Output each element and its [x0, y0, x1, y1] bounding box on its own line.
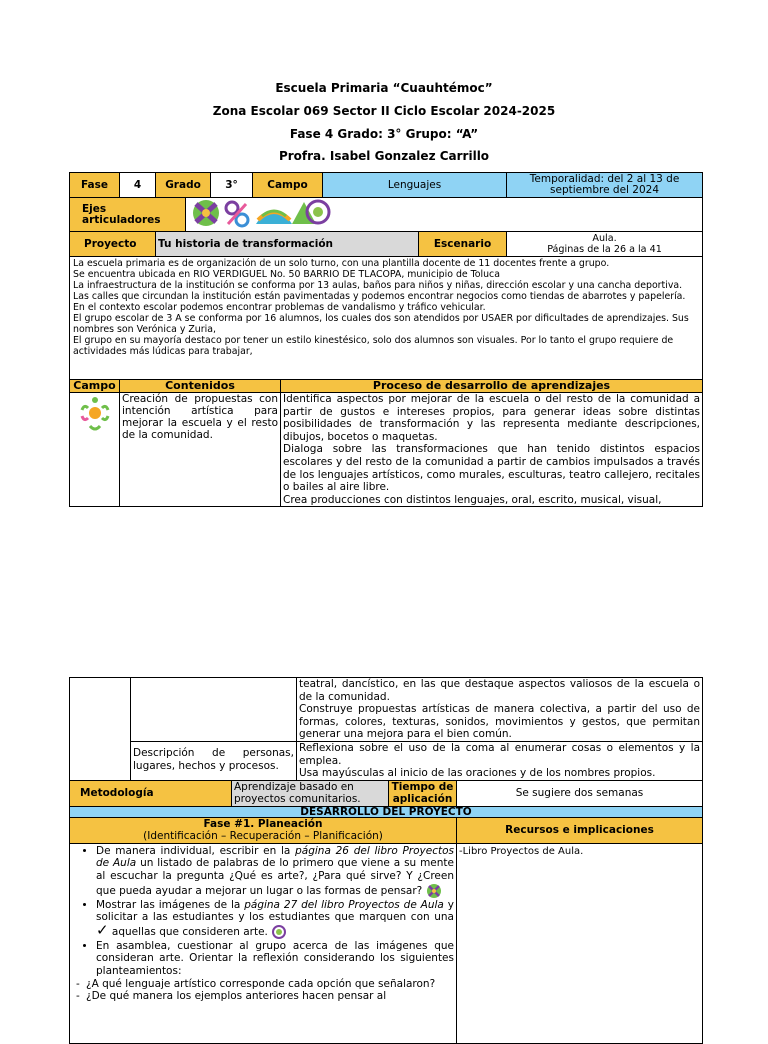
planning-table: [69, 172, 703, 507]
proceso-2: [297, 741, 703, 780]
contenido-1: Creación de propuestas con intención artística para mejorar la escuela y el resto de la comunidad.: [120, 393, 281, 507]
interculturalidad-icon: [256, 210, 292, 224]
campo-icon-cell: [70, 393, 120, 507]
activity-text-italic: página 26 del libro Proyectos de Aula: [96, 844, 455, 870]
question-item: - ¿A qué lenguaje artístico corresponde cada opción que señalaron?: [86, 978, 454, 991]
proceso-item: Crea producciones con distintos lenguajes, oral, escrito, musical, visual,: [283, 493, 662, 506]
activity-text-italic: página 27 del libro Proyectos de Aula: [244, 898, 444, 911]
context-line: En el contexto escolar podemos encontrar problemas de vandalismo y tráfico vehicular.: [73, 302, 486, 313]
campo-label: Campo: [253, 173, 323, 198]
lenguajes-campo-icon: [78, 396, 112, 432]
grado-value: 3°: [211, 173, 253, 198]
school-name: Escuela Primaria “Cuauhtémoc”: [275, 81, 493, 95]
activity-item: [96, 845, 454, 899]
escenario-line2: Páginas de la 26 a la 41: [547, 244, 662, 255]
fase1-header: [70, 817, 457, 843]
proceso-item: teatral, dancístico, en las que destaque aspectos valiosos de la escuela o de la comunidad.: [299, 678, 701, 703]
grado-label: Grado: [156, 173, 211, 198]
proceso-item: Reflexiona sobre el uso de la coma al enumerar cosas o elementos y la emplea.: [299, 741, 701, 767]
campo-cell-empty: [70, 678, 131, 781]
context-line: El grupo escolar de 3 A se conforma por 16 alumnos, los cuales dos son atendidos por USAER por dificultades de aprendizajes. Sus nombres son Verónica y Zuria,: [73, 313, 689, 335]
pensamiento-critico-icon: [226, 202, 248, 226]
proceso-1: [281, 393, 703, 507]
proceso-item: Dialoga sobre las transformaciones que han tenido distintos espacios escolares y del resto de la comunidad a partir de cambios impulsados a través de los lenguajes artísticos, como murales, esculturas, teatro callejero, recitales o bailes al aire libre.: [283, 443, 701, 494]
context-line: Se encuentra ubicada en RIO VERDIGUEL No. 50 BARRIO DE TLACOPA, municipio de Toluca: [73, 269, 500, 280]
fase1-title: Fase #1. Planeación: [203, 818, 323, 831]
phase-grade-group: Fase 4 Grado: 3° Grupo: “A”: [289, 127, 479, 141]
activity-text: y solicitar a las estudiantes y los estudiantes que marquen con una: [96, 898, 454, 924]
desarrollo-title: DESARROLLO DEL PROYECTO: [70, 806, 703, 817]
fase1-activities: [70, 843, 457, 1043]
artes-icon: [307, 201, 329, 223]
question-item: - ¿De qué manera los ejemplos anteriores hacen pensar al: [86, 990, 454, 1003]
context-block: [70, 257, 703, 380]
check-mark-icon: ✓: [96, 920, 109, 939]
proceso-item: Identifica aspectos por mejorar de la escuela o del resto de la comunidad a partir de gustos e intereses propios, para generar ideas sobre distintas posibilidades de transformación y las representa mediante descripciones, dibujos, bocetos o maquetas.: [283, 393, 701, 443]
tiempo-label: Tiempo de aplicación: [389, 780, 457, 806]
contenido-2: Descripción de personas, lugares, hechos y procesos.: [131, 741, 297, 780]
metodologia-label: Metodología: [70, 780, 232, 806]
activity-item: • En asamblea, cuestionar al grupo acerca de las imágenes que consideran arte. Orientar la reflexión considerando los siguientes planteamientos:: [96, 940, 454, 978]
activity-text: aquellas que consideren arte.: [108, 925, 268, 938]
proyecto-label: Proyecto: [70, 232, 156, 257]
activity-text: De manera individual, escribir en la: [96, 844, 296, 857]
school-zone: Zona Escolar 069 Sector II Ciclo Escolar 2024-2025: [212, 104, 556, 118]
planning-table-continued: [69, 677, 703, 1044]
fase1-subtitle: (Identificación – Recuperación – Planificación): [143, 830, 383, 843]
campo-value: Lenguajes: [323, 173, 507, 198]
contenido-empty: [131, 678, 297, 742]
activity-text: un listado de palabras de lo primero que viene a su mente al escuchar la pregunta ¿Qué es arte?, ¿Para qué sirve? Y ¿Creen que pueda ayudar a mejorar un lugar o las formas de pensar?: [96, 857, 454, 897]
ejes-articuladores-icons: [192, 198, 332, 228]
fase-label: Fase: [70, 173, 120, 198]
escenario-label: Escenario: [419, 232, 507, 257]
inclusion-icon: [193, 200, 219, 226]
proceso-1-cont: [297, 678, 703, 742]
context-line: La infraestructura de la institución se conforma por 13 aulas, baños para niños y niñas, dirección escolar y una cancha deportiva.: [73, 280, 683, 291]
fase-value: 4: [120, 173, 156, 198]
ejes-label: Ejes articuladores: [70, 198, 186, 232]
recursos-value: -Libro Proyectos de Aula.: [457, 843, 703, 1043]
ejes-icons: [186, 198, 703, 232]
context-line: El grupo en su mayoría destaco por tener un estilo kinestésico, solo dos alumnos son visuales. Por lo tanto el grupo requiere de actividades más lúdicas para trabajar,: [73, 335, 674, 357]
temporalidad: Temporalidad: del 2 al 13 de septiembre del 2024: [507, 173, 703, 198]
contenidos-header: Contenidos: [120, 380, 281, 393]
proceso-item: Construye propuestas artísticas de manera colectiva, a partir del uso de formas, colores, texturas, sonidos, movimientos y gestos, que permitan generar una mejora para el bien común.: [299, 703, 701, 741]
inclusion-icon: [426, 883, 442, 899]
proceso-item: Usa mayúsculas al inicio de las oraciones y de los nombres propios.: [299, 767, 656, 780]
proyecto-value: Tu historia de transformación: [156, 232, 419, 257]
escenario-line1: Aula.: [592, 233, 617, 244]
activity-item: [96, 899, 454, 940]
escenario-value: [507, 232, 703, 257]
artes-icon: [271, 924, 287, 940]
context-line: La escuela primaria es de organización de un solo turno, con una plantilla docente de 11 docentes frente a grupo.: [73, 258, 610, 269]
context-line: Las calles que circundan la institución están pavimentadas y podemos encontrar negocios como tiendas de abarrotes y papelería.: [73, 291, 686, 302]
proceso-header: Proceso de desarrollo de aprendizajes: [281, 380, 703, 393]
campo-header: Campo: [70, 380, 120, 393]
tiempo-value: Se sugiere dos semanas: [457, 780, 703, 806]
recursos-header: Recursos e implicaciones: [457, 817, 703, 843]
teacher-name: Profra. Isabel Gonzalez Carrillo: [278, 149, 490, 163]
activity-text: Mostrar las imágenes de la: [96, 898, 245, 911]
metodologia-value: Aprendizaje basado en proyectos comunitarios.: [232, 780, 389, 806]
